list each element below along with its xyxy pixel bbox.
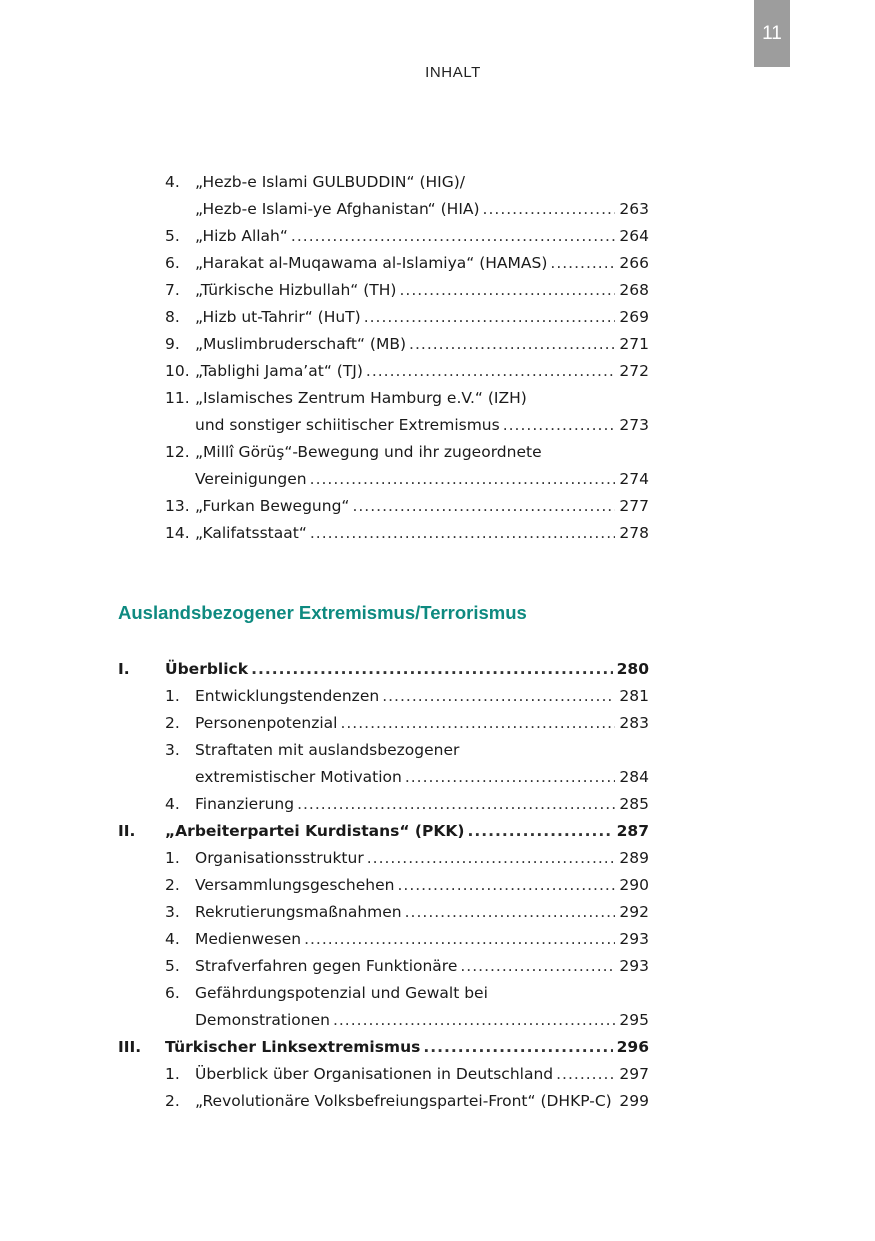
toc-entry [118, 304, 649, 331]
toc-entry-page: 292 [619, 903, 649, 921]
toc-entry [118, 196, 649, 223]
toc-entry [118, 277, 649, 304]
toc-entry [118, 250, 649, 277]
toc-entry [118, 953, 649, 980]
toc-entry [118, 439, 649, 466]
toc-entry [118, 818, 649, 845]
toc-entry-page: 290 [619, 876, 649, 894]
toc-entry-number: 9. [165, 335, 180, 353]
toc-entry-number: 8. [165, 308, 180, 326]
toc-entry-number: 10. [165, 362, 190, 380]
toc-entry [118, 845, 649, 872]
toc-entry-page: 278 [619, 524, 649, 542]
toc-entry [118, 656, 649, 683]
toc-entry-page: 263 [619, 200, 649, 218]
toc-entry-label: „Tablighi Jama’at“ (TJ) [195, 362, 363, 380]
toc-entry-label: Personenpotenzial [195, 714, 338, 732]
dot-leader [405, 764, 616, 791]
toc-entry-page: 271 [619, 335, 649, 353]
dot-leader [550, 250, 615, 277]
dot-leader [405, 899, 616, 926]
toc-entry [118, 493, 649, 520]
toc-entry-page: 293 [619, 930, 649, 948]
section-heading: Auslandsbezogener Extremismus/Terrorismus [118, 602, 527, 623]
toc-entry-label: „Furkan Bewegung“ [195, 497, 350, 515]
toc-entry-number: I. [118, 660, 130, 678]
toc-entry [118, 1088, 649, 1115]
dot-leader [467, 818, 612, 845]
toc-entry-page: 297 [619, 1065, 649, 1083]
dot-leader [304, 926, 615, 953]
toc-entry-label: „Hizb ut-Tahrir“ (HuT) [195, 308, 361, 326]
toc-entry-label: Vereinigungen [195, 470, 307, 488]
toc-entry-label: Überblick [165, 660, 249, 678]
toc-entry-label: „Hezb-e Islami-ye Afghanistan“ (HIA) [195, 200, 480, 218]
toc-entry-label: und sonstiger schiitischer Extremismus [195, 416, 500, 434]
toc-entry-label: „Kalifatsstaat“ [195, 524, 307, 542]
toc-entry-page: 287 [616, 822, 649, 840]
toc-entry-page: 273 [619, 416, 649, 434]
toc-entry-number: 4. [165, 795, 180, 813]
toc-entry-number: 12. [165, 443, 190, 461]
toc-entry-label: Versammlungsgeschehen [195, 876, 395, 894]
toc-entry [118, 331, 649, 358]
toc-entry-page: 272 [619, 362, 649, 380]
running-head: INHALT [425, 64, 481, 81]
toc-entry-label: Medienwesen [195, 930, 302, 948]
toc-entry-label: „Hizb Allah“ [195, 227, 288, 245]
toc-entry-label: Entwicklungstendenzen [195, 687, 380, 705]
toc-entry [118, 710, 649, 737]
toc-entry-page: 266 [619, 254, 649, 272]
toc-entry [118, 466, 649, 493]
toc-entry-page: 268 [619, 281, 649, 299]
toc-entry-label: Überblick über Organisationen in Deutschland [195, 1065, 554, 1083]
dot-leader [399, 277, 615, 304]
toc-entry-number: 7. [165, 281, 180, 299]
toc-entry-label: extremistischer Motivation [195, 768, 402, 786]
toc-entry-number: 3. [165, 903, 180, 921]
dot-leader [297, 791, 615, 818]
toc-entry-page: 299 [619, 1092, 649, 1110]
dot-leader [503, 412, 616, 439]
page-number: 11 [762, 22, 782, 44]
dot-leader [251, 656, 613, 683]
toc-entry-label: „Millî Görüş“-Bewegung und ihr zugeordnete [195, 443, 542, 461]
toc-entry [118, 683, 649, 710]
toc-entry [118, 926, 649, 953]
toc-entry-label: „Revolutionäre Volksbefreiungspartei-Front“ (DHKP-C) [195, 1092, 612, 1110]
toc-entry-label: „Muslimbruderschaft“ (MB) [195, 335, 407, 353]
toc-entry [118, 223, 649, 250]
toc-entry-number: 1. [165, 1065, 180, 1083]
dot-leader [340, 710, 615, 737]
toc-entry-page: 293 [619, 957, 649, 975]
toc-entry-page: 281 [619, 687, 649, 705]
dot-leader [366, 358, 616, 385]
dot-leader [310, 466, 616, 493]
toc-entry [118, 1007, 649, 1034]
dot-leader [364, 304, 616, 331]
toc-entry [118, 899, 649, 926]
toc-entry-label: Finanzierung [195, 795, 295, 813]
toc-entry-number: 1. [165, 849, 180, 867]
toc-entry-page: 277 [619, 497, 649, 515]
toc-entry-label: Gefährdungspotenzial und Gewalt bei [195, 984, 488, 1002]
toc-list-bottom [118, 656, 649, 1115]
page-number-tab [754, 0, 790, 67]
toc-entry-label: Rekrutierungsmaßnahmen [195, 903, 402, 921]
toc-entry-label: „Harakat al-Muqawama al-Islamiya“ (HAMAS) [195, 254, 548, 272]
dot-leader [352, 493, 615, 520]
toc-entry-page: 264 [619, 227, 649, 245]
toc-entry [118, 980, 649, 1007]
toc-entry-page: 274 [619, 470, 649, 488]
dot-leader [615, 1088, 616, 1115]
toc-entry-number: 1. [165, 687, 180, 705]
dot-leader [367, 845, 616, 872]
toc-entry-label: „Arbeiterpartei Kurdistans“ (PKK) [165, 822, 465, 840]
toc-entry-label: „Islamisches Zentrum Hamburg e.V.“ (IZH) [195, 389, 527, 407]
toc-entry-page: 296 [616, 1038, 649, 1056]
toc-entry-page: 283 [619, 714, 649, 732]
toc-entry-number: 13. [165, 497, 190, 515]
toc-entry-number: II. [118, 822, 136, 840]
dot-leader [310, 520, 616, 547]
toc-entry-number: 4. [165, 930, 180, 948]
dot-leader [409, 331, 615, 358]
toc-list-top [118, 169, 649, 547]
toc-entry-number: 6. [165, 984, 180, 1002]
toc-entry-label: Organisationsstruktur [195, 849, 364, 867]
toc-entry-number: 4. [165, 173, 180, 191]
toc-entry-number: 2. [165, 714, 180, 732]
dot-leader [556, 1061, 615, 1088]
toc-entry-number: 2. [165, 876, 180, 894]
dot-leader [483, 196, 616, 223]
toc-entry [118, 1034, 649, 1061]
toc-entry-page: 269 [619, 308, 649, 326]
toc-entry-label: Strafverfahren gegen Funktionäre [195, 957, 458, 975]
toc-entry-page: 285 [619, 795, 649, 813]
dot-leader [382, 683, 615, 710]
toc-entry-number: 6. [165, 254, 180, 272]
toc-entry-label: „Hezb-e Islami GULBUDDIN“ (HIG)/ [195, 173, 466, 191]
toc-entry-label: „Türkische Hizbullah“ (TH) [195, 281, 397, 299]
toc-entry-number: III. [118, 1038, 142, 1056]
toc-entry [118, 737, 649, 764]
toc-entry-page: 280 [616, 660, 649, 678]
toc-entry-number: 2. [165, 1092, 180, 1110]
toc-entry-page: 284 [619, 768, 649, 786]
toc-entry [118, 169, 649, 196]
toc-entry-number: 5. [165, 957, 180, 975]
toc-entry-number: 14. [165, 524, 190, 542]
toc-entry [118, 872, 649, 899]
toc-entry-page: 295 [619, 1011, 649, 1029]
toc-entry [118, 358, 649, 385]
toc-entry-label: Straftaten mit auslandsbezogener [195, 741, 460, 759]
dot-leader [460, 953, 615, 980]
dot-leader [291, 223, 615, 250]
toc-entry [118, 520, 649, 547]
toc-entry-label: Türkischer Linksextremismus [165, 1038, 421, 1056]
toc-entry [118, 791, 649, 818]
toc-entry-number: 11. [165, 389, 190, 407]
dot-leader [333, 1007, 615, 1034]
toc-entry [118, 1061, 649, 1088]
toc-entry-number: 5. [165, 227, 180, 245]
toc-entry [118, 764, 649, 791]
toc-entry-label: Demonstrationen [195, 1011, 330, 1029]
dot-leader [423, 1034, 612, 1061]
toc-entry-page: 289 [619, 849, 649, 867]
dot-leader [397, 872, 615, 899]
toc-entry-number: 3. [165, 741, 180, 759]
toc-entry [118, 412, 649, 439]
toc-entry [118, 385, 649, 412]
